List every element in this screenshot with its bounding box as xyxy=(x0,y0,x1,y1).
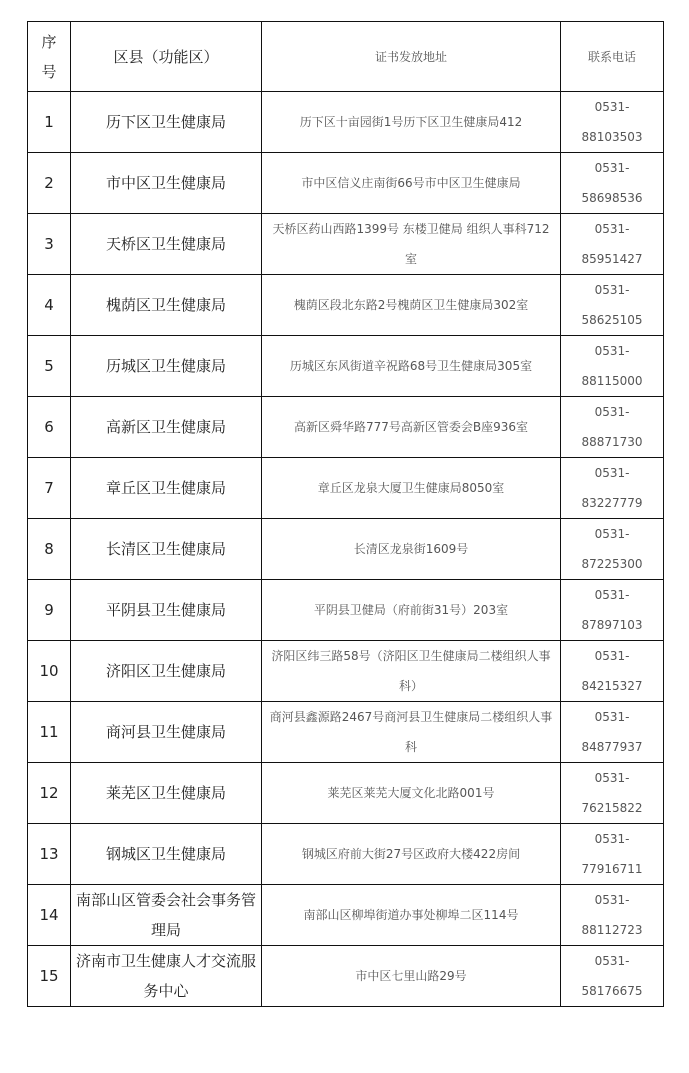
phone-number: 88103503 xyxy=(581,130,643,144)
cell-serial-number: 8 xyxy=(28,519,71,580)
cell-phone xyxy=(561,397,664,458)
cell-phone xyxy=(561,824,664,885)
cell-district: 历下区卫生健康局 xyxy=(71,92,262,153)
phone-prefix: 0531- xyxy=(594,649,630,663)
header-serial-number: 序 号 xyxy=(28,22,71,92)
table-row xyxy=(28,92,664,153)
phone-prefix: 0531- xyxy=(594,222,630,236)
table-row xyxy=(28,885,664,946)
cell-district: 商河县卫生健康局 xyxy=(71,702,262,763)
cell-address: 历下区十亩园街1号历下区卫生健康局412 xyxy=(262,92,561,153)
cell-address: 历城区东风街道辛祝路68号卫生健康局305室 xyxy=(262,336,561,397)
table-row xyxy=(28,702,664,763)
phone-prefix: 0531- xyxy=(594,710,630,724)
cell-serial-number: 10 xyxy=(28,641,71,702)
phone-prefix: 0531- xyxy=(594,100,630,114)
phone-number: 85951427 xyxy=(581,252,643,266)
phone-number: 87225300 xyxy=(581,557,643,571)
cell-serial-number: 9 xyxy=(28,580,71,641)
cell-address: 莱芜区莱芜大厦文化北路001号 xyxy=(262,763,561,824)
cell-district: 济南市卫生健康人才交流服务中心 xyxy=(71,946,262,1007)
cell-phone xyxy=(561,580,664,641)
phone-number: 77916711 xyxy=(581,862,643,876)
cell-phone xyxy=(561,641,664,702)
cell-phone xyxy=(561,92,664,153)
cell-district: 南部山区管委会社会事务管理局 xyxy=(71,885,262,946)
cell-district: 槐荫区卫生健康局 xyxy=(71,275,262,336)
table-header-row xyxy=(28,22,664,92)
table-row xyxy=(28,214,664,275)
cell-address: 南部山区柳埠街道办事处柳埠二区114号 xyxy=(262,885,561,946)
table-row xyxy=(28,641,664,702)
cell-district: 钢城区卫生健康局 xyxy=(71,824,262,885)
cell-phone xyxy=(561,519,664,580)
cell-phone xyxy=(561,458,664,519)
phone-prefix: 0531- xyxy=(594,771,630,785)
phone-prefix: 0531- xyxy=(594,954,630,968)
phone-number: 58698536 xyxy=(581,191,643,205)
cell-address: 章丘区龙泉大厦卫生健康局8050室 xyxy=(262,458,561,519)
phone-prefix: 0531- xyxy=(594,527,630,541)
cell-serial-number: 13 xyxy=(28,824,71,885)
phone-prefix: 0531- xyxy=(594,344,630,358)
cell-address: 钢城区府前大街27号区政府大楼422房间 xyxy=(262,824,561,885)
cell-phone xyxy=(561,336,664,397)
cell-phone xyxy=(561,946,664,1007)
table-row xyxy=(28,763,664,824)
table-row xyxy=(28,519,664,580)
cell-address: 平阴县卫健局（府前街31号）203室 xyxy=(262,580,561,641)
cell-address: 天桥区药山西路1399号 东楼卫健局 组织人事科712室 xyxy=(262,214,561,275)
cell-address: 市中区信义庄南街66号市中区卫生健康局 xyxy=(262,153,561,214)
certificate-address-table xyxy=(27,21,664,1007)
cell-serial-number: 4 xyxy=(28,275,71,336)
cell-serial-number: 12 xyxy=(28,763,71,824)
phone-number: 84215327 xyxy=(581,679,643,693)
cell-phone xyxy=(561,702,664,763)
phone-prefix: 0531- xyxy=(594,832,630,846)
cell-serial-number: 14 xyxy=(28,885,71,946)
cell-address: 商河县鑫源路2467号商河县卫生健康局二楼组织人事科 xyxy=(262,702,561,763)
cell-serial-number: 5 xyxy=(28,336,71,397)
cell-phone xyxy=(561,153,664,214)
header-phone: 联系电话 xyxy=(561,22,664,92)
cell-phone xyxy=(561,885,664,946)
table-row xyxy=(28,397,664,458)
table-row xyxy=(28,824,664,885)
table-row xyxy=(28,580,664,641)
cell-serial-number: 1 xyxy=(28,92,71,153)
header-district: 区县（功能区） xyxy=(71,22,262,92)
cell-district: 济阳区卫生健康局 xyxy=(71,641,262,702)
table-row xyxy=(28,336,664,397)
cell-address: 高新区舜华路777号高新区管委会B座936室 xyxy=(262,397,561,458)
phone-number: 76215822 xyxy=(581,801,643,815)
table-row xyxy=(28,153,664,214)
cell-serial-number: 2 xyxy=(28,153,71,214)
phone-prefix: 0531- xyxy=(594,283,630,297)
cell-serial-number: 3 xyxy=(28,214,71,275)
table-row xyxy=(28,946,664,1007)
cell-serial-number: 15 xyxy=(28,946,71,1007)
phone-number: 88112723 xyxy=(581,923,643,937)
cell-phone xyxy=(561,763,664,824)
cell-serial-number: 7 xyxy=(28,458,71,519)
phone-number: 88871730 xyxy=(581,435,643,449)
cell-district: 天桥区卫生健康局 xyxy=(71,214,262,275)
cell-district: 市中区卫生健康局 xyxy=(71,153,262,214)
phone-number: 83227779 xyxy=(581,496,643,510)
table-row xyxy=(28,458,664,519)
header-address: 证书发放地址 xyxy=(262,22,561,92)
table-row xyxy=(28,275,664,336)
cell-address: 长清区龙泉街1609号 xyxy=(262,519,561,580)
cell-phone xyxy=(561,275,664,336)
phone-prefix: 0531- xyxy=(594,893,630,907)
phone-prefix: 0531- xyxy=(594,588,630,602)
phone-number: 88115000 xyxy=(581,374,643,388)
phone-number: 58176675 xyxy=(581,984,643,998)
cell-serial-number: 6 xyxy=(28,397,71,458)
cell-district: 章丘区卫生健康局 xyxy=(71,458,262,519)
cell-phone xyxy=(561,214,664,275)
phone-number: 58625105 xyxy=(581,313,643,327)
phone-prefix: 0531- xyxy=(594,161,630,175)
cell-address: 济阳区纬三路58号（济阳区卫生健康局二楼组织人事科） xyxy=(262,641,561,702)
phone-number: 84877937 xyxy=(581,740,643,754)
cell-address: 槐荫区段北东路2号槐荫区卫生健康局302室 xyxy=(262,275,561,336)
cell-district: 平阴县卫生健康局 xyxy=(71,580,262,641)
cell-district: 历城区卫生健康局 xyxy=(71,336,262,397)
cell-district: 莱芜区卫生健康局 xyxy=(71,763,262,824)
cell-serial-number: 11 xyxy=(28,702,71,763)
phone-prefix: 0531- xyxy=(594,466,630,480)
cell-district: 长清区卫生健康局 xyxy=(71,519,262,580)
phone-prefix: 0531- xyxy=(594,405,630,419)
cell-district: 高新区卫生健康局 xyxy=(71,397,262,458)
phone-number: 87897103 xyxy=(581,618,643,632)
cell-address: 市中区七里山路29号 xyxy=(262,946,561,1007)
